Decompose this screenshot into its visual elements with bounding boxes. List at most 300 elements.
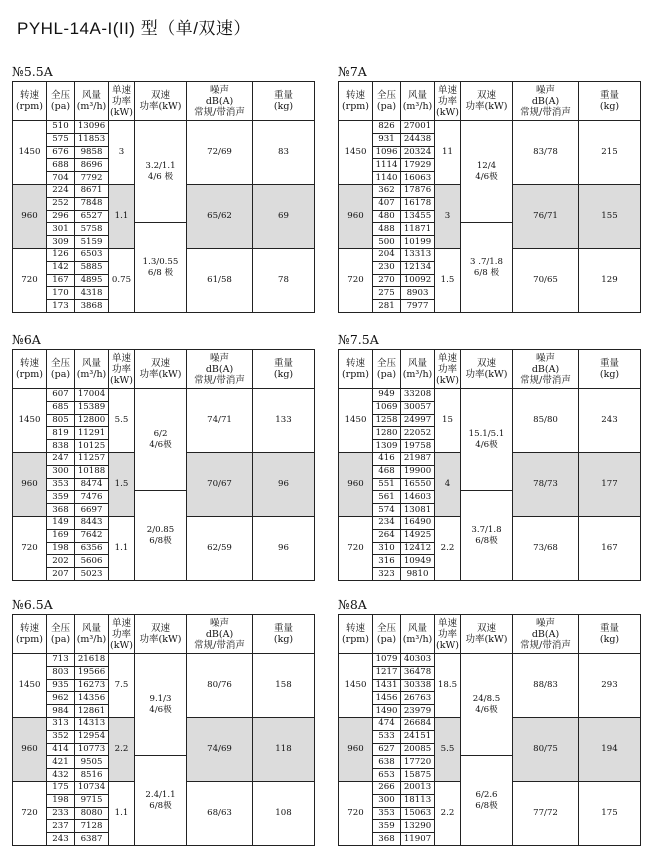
weight-cell: 215	[579, 121, 641, 185]
airflow-cell: 36478	[401, 666, 435, 679]
column-header-single-power: 单速 功率 (kW)	[435, 615, 461, 654]
pressure-cell: 169	[47, 529, 75, 542]
table-row	[339, 121, 641, 134]
pressure-cell: 233	[47, 807, 75, 820]
pressure-cell: 266	[373, 781, 401, 794]
airflow-cell: 10188	[75, 465, 109, 478]
pressure-cell: 142	[47, 261, 75, 274]
model-name: №6A	[12, 332, 41, 347]
column-header-single-power: 单速 功率 (kW)	[109, 615, 135, 654]
speed-cell: 1450	[13, 121, 47, 185]
airflow-cell: 9858	[75, 146, 109, 159]
speed-cell: 1450	[339, 654, 373, 718]
noise-cell: 80/76	[187, 654, 253, 718]
speed-cell: 1450	[339, 121, 373, 185]
airflow-cell: 8516	[75, 769, 109, 782]
airflow-cell: 12412	[401, 542, 435, 555]
pressure-cell: 202	[47, 555, 75, 568]
spec-table	[12, 81, 315, 313]
table-row	[13, 121, 315, 134]
pressure-cell: 474	[373, 717, 401, 730]
header-row	[339, 350, 641, 389]
airflow-cell: 11853	[75, 133, 109, 146]
pressure-cell: 247	[47, 452, 75, 465]
pressure-cell: 931	[373, 133, 401, 146]
noise-cell: 70/67	[187, 452, 253, 516]
pressure-cell: 368	[47, 504, 75, 517]
single-power-cell: 3	[109, 121, 135, 185]
pressure-cell: 353	[373, 807, 401, 820]
noise-cell: 76/71	[513, 184, 579, 248]
airflow-cell: 11291	[75, 427, 109, 440]
noise-cell: 83/78	[513, 121, 579, 185]
airflow-cell: 7128	[75, 820, 109, 833]
column-header-airflow: 风量 (m³/h)	[75, 350, 109, 389]
weight-cell: 96	[253, 452, 315, 516]
pressure-cell: 676	[47, 146, 75, 159]
noise-cell: 78/73	[513, 452, 579, 516]
pressure-cell: 301	[47, 223, 75, 236]
airflow-cell: 7848	[75, 197, 109, 210]
pressure-cell: 575	[47, 133, 75, 146]
column-header-airflow: 风量 (m³/h)	[75, 615, 109, 654]
pressure-cell: 480	[373, 210, 401, 223]
airflow-cell: 4895	[75, 274, 109, 287]
pressure-cell: 1069	[373, 401, 401, 414]
pressure-cell: 1309	[373, 440, 401, 453]
pressure-cell: 510	[47, 121, 75, 134]
column-header-dual-power: 双速 功率(kW)	[461, 615, 513, 654]
table-row	[339, 654, 641, 667]
model-block	[338, 597, 641, 846]
model-name: №7A	[338, 64, 367, 79]
airflow-cell: 17929	[401, 159, 435, 172]
airflow-cell: 6356	[75, 542, 109, 555]
pressure-cell: 316	[373, 555, 401, 568]
speed-cell: 960	[339, 717, 373, 781]
airflow-cell: 16490	[401, 516, 435, 529]
dual-power-cell: 2/0.85 6/8极	[135, 491, 187, 581]
column-header-single-power: 单速 功率 (kW)	[435, 350, 461, 389]
airflow-cell: 6527	[75, 210, 109, 223]
weight-cell: 177	[579, 452, 641, 516]
pressure-cell: 838	[47, 440, 75, 453]
airflow-cell: 10125	[75, 440, 109, 453]
airflow-cell: 19566	[75, 666, 109, 679]
airflow-cell: 9715	[75, 794, 109, 807]
speed-cell: 960	[339, 184, 373, 248]
model-name: №7.5A	[338, 332, 379, 347]
header-row	[13, 350, 315, 389]
airflow-cell: 5885	[75, 261, 109, 274]
column-header-airflow: 风量 (m³/h)	[75, 82, 109, 121]
airflow-cell: 11907	[401, 833, 435, 846]
speed-cell: 960	[13, 717, 47, 781]
airflow-cell: 17876	[401, 184, 435, 197]
spec-table	[338, 81, 641, 313]
single-power-cell: 4	[435, 452, 461, 516]
noise-cell: 80/75	[513, 717, 579, 781]
airflow-cell: 40303	[401, 654, 435, 667]
spec-table	[338, 349, 641, 581]
airflow-cell: 8903	[401, 287, 435, 300]
model-block	[12, 332, 315, 581]
airflow-cell: 10734	[75, 781, 109, 794]
dual-power-cell: 24/8.5 4/6极	[461, 654, 513, 756]
dual-power-cell: 6/2.6 6/8极	[461, 756, 513, 846]
airflow-cell: 26763	[401, 692, 435, 705]
pressure-cell: 368	[373, 833, 401, 846]
spec-table	[12, 614, 315, 846]
pressure-cell: 416	[373, 452, 401, 465]
airflow-cell: 12134	[401, 261, 435, 274]
column-header-single-power: 单速 功率 (kW)	[109, 350, 135, 389]
model-block	[338, 332, 641, 581]
weight-cell: 118	[253, 717, 315, 781]
airflow-cell: 16550	[401, 478, 435, 491]
pressure-cell: 313	[47, 717, 75, 730]
airflow-cell: 13313	[401, 248, 435, 261]
airflow-cell: 20013	[401, 781, 435, 794]
pressure-cell: 533	[373, 730, 401, 743]
weight-cell: 96	[253, 516, 315, 580]
airflow-cell: 3868	[75, 300, 109, 313]
page-title: PYHL-14A-I(II) 型（单/双速）	[17, 19, 251, 38]
single-power-cell: 1.1	[109, 516, 135, 580]
dual-power-cell: 3 .7/1.8 6/8 极	[461, 223, 513, 313]
pressure-cell: 962	[47, 692, 75, 705]
airflow-cell: 6503	[75, 248, 109, 261]
airflow-cell: 24438	[401, 133, 435, 146]
weight-cell: 167	[579, 516, 641, 580]
pressure-cell: 310	[373, 542, 401, 555]
airflow-cell: 10773	[75, 743, 109, 756]
airflow-cell: 20085	[401, 743, 435, 756]
pressure-cell: 309	[47, 236, 75, 249]
pressure-cell: 551	[373, 478, 401, 491]
column-header-noise: 噪声 dB(A) 常规/带消声	[513, 82, 579, 121]
column-header-speed: 转速 (rpm)	[13, 350, 47, 389]
model-block	[12, 597, 315, 846]
airflow-cell: 16178	[401, 197, 435, 210]
column-header-noise: 噪声 dB(A) 常规/带消声	[513, 615, 579, 654]
table-row	[13, 389, 315, 402]
pressure-cell: 204	[373, 248, 401, 261]
dual-power-cell: 15.1/5.1 4/6极	[461, 389, 513, 491]
single-power-cell: 3	[435, 184, 461, 248]
noise-cell: 74/69	[187, 717, 253, 781]
column-header-noise: 噪声 dB(A) 常规/带消声	[187, 615, 253, 654]
column-header-pressure: 全压 (pa)	[373, 82, 401, 121]
airflow-cell: 9810	[401, 568, 435, 581]
pressure-cell: 407	[373, 197, 401, 210]
airflow-cell: 8696	[75, 159, 109, 172]
airflow-cell: 16063	[401, 172, 435, 185]
pressure-cell: 826	[373, 121, 401, 134]
column-header-weight: 重量 (kg)	[253, 82, 315, 121]
pressure-cell: 574	[373, 504, 401, 517]
pressure-cell: 230	[373, 261, 401, 274]
speed-cell: 720	[339, 781, 373, 845]
pressure-cell: 198	[47, 542, 75, 555]
pressure-cell: 805	[47, 414, 75, 427]
pressure-cell: 224	[47, 184, 75, 197]
pressure-cell: 173	[47, 300, 75, 313]
airflow-cell: 14925	[401, 529, 435, 542]
airflow-cell: 30338	[401, 679, 435, 692]
pressure-cell: 432	[47, 769, 75, 782]
pressure-cell: 561	[373, 491, 401, 504]
column-header-weight: 重量 (kg)	[253, 615, 315, 654]
pressure-cell: 1280	[373, 427, 401, 440]
model-block	[12, 64, 315, 313]
weight-cell: 69	[253, 184, 315, 248]
airflow-cell: 10092	[401, 274, 435, 287]
pressure-cell: 414	[47, 743, 75, 756]
weight-cell: 133	[253, 389, 315, 453]
pressure-cell: 207	[47, 568, 75, 581]
column-header-airflow: 风量 (m³/h)	[401, 350, 435, 389]
pressure-cell: 713	[47, 654, 75, 667]
airflow-cell: 10949	[401, 555, 435, 568]
pressure-cell: 198	[47, 794, 75, 807]
table-row	[339, 389, 641, 402]
single-power-cell: 2.2	[435, 516, 461, 580]
pressure-cell: 264	[373, 529, 401, 542]
pressure-cell: 1431	[373, 679, 401, 692]
pressure-cell: 362	[373, 184, 401, 197]
pressure-cell: 300	[47, 465, 75, 478]
column-header-dual-power: 双速 功率(kW)	[135, 82, 187, 121]
pressure-cell: 468	[373, 465, 401, 478]
airflow-cell: 12861	[75, 705, 109, 718]
airflow-cell: 7792	[75, 172, 109, 185]
weight-cell: 83	[253, 121, 315, 185]
pressure-cell: 688	[47, 159, 75, 172]
airflow-cell: 12954	[75, 730, 109, 743]
speed-cell: 720	[13, 516, 47, 580]
column-header-speed: 转速 (rpm)	[339, 82, 373, 121]
pressure-cell: 935	[47, 679, 75, 692]
header-row	[339, 615, 641, 654]
airflow-cell: 22052	[401, 427, 435, 440]
speed-cell: 960	[339, 452, 373, 516]
airflow-cell: 7977	[401, 300, 435, 313]
column-header-speed: 转速 (rpm)	[13, 82, 47, 121]
airflow-cell: 13096	[75, 121, 109, 134]
single-power-cell: 15	[435, 389, 461, 453]
airflow-cell: 8080	[75, 807, 109, 820]
airflow-cell: 18113	[401, 794, 435, 807]
airflow-cell: 8474	[75, 478, 109, 491]
table-row	[13, 654, 315, 667]
single-power-cell: 5.5	[109, 389, 135, 453]
noise-cell: 73/68	[513, 516, 579, 580]
single-power-cell: 1.5	[109, 452, 135, 516]
pressure-cell: 421	[47, 756, 75, 769]
airflow-cell: 20324	[401, 146, 435, 159]
pressure-cell: 607	[47, 389, 75, 402]
column-header-speed: 转速 (rpm)	[339, 615, 373, 654]
airflow-cell: 10199	[401, 236, 435, 249]
pressure-cell: 352	[47, 730, 75, 743]
weight-cell: 108	[253, 781, 315, 845]
weight-cell: 194	[579, 717, 641, 781]
noise-cell: 65/62	[187, 184, 253, 248]
pressure-cell: 1096	[373, 146, 401, 159]
noise-cell: 70/65	[513, 248, 579, 312]
airflow-cell: 11871	[401, 223, 435, 236]
airflow-cell: 15875	[401, 769, 435, 782]
pressure-cell: 704	[47, 172, 75, 185]
pressure-cell: 685	[47, 401, 75, 414]
airflow-cell: 5159	[75, 236, 109, 249]
pressure-cell: 359	[373, 820, 401, 833]
pressure-cell: 323	[373, 568, 401, 581]
column-header-speed: 转速 (rpm)	[13, 615, 47, 654]
pressure-cell: 638	[373, 756, 401, 769]
column-header-pressure: 全压 (pa)	[47, 350, 75, 389]
airflow-cell: 8671	[75, 184, 109, 197]
pressure-cell: 949	[373, 389, 401, 402]
noise-cell: 77/72	[513, 781, 579, 845]
airflow-cell: 27001	[401, 121, 435, 134]
pressure-cell: 175	[47, 781, 75, 794]
dual-power-cell: 6/2 4/6极	[135, 389, 187, 491]
airflow-cell: 19900	[401, 465, 435, 478]
header-row	[13, 615, 315, 654]
single-power-cell: 5.5	[435, 717, 461, 781]
column-header-airflow: 风量 (m³/h)	[401, 82, 435, 121]
noise-cell: 85/80	[513, 389, 579, 453]
airflow-cell: 14356	[75, 692, 109, 705]
pressure-cell: 296	[47, 210, 75, 223]
airflow-cell: 6697	[75, 504, 109, 517]
column-header-weight: 重量 (kg)	[579, 82, 641, 121]
column-header-noise: 噪声 dB(A) 常规/带消声	[187, 82, 253, 121]
single-power-cell: 0.75	[109, 248, 135, 312]
pressure-cell: 653	[373, 769, 401, 782]
single-power-cell: 18.5	[435, 654, 461, 718]
weight-cell: 158	[253, 654, 315, 718]
airflow-cell: 8443	[75, 516, 109, 529]
speed-cell: 720	[13, 248, 47, 312]
speed-cell: 720	[339, 248, 373, 312]
pressure-cell: 1140	[373, 172, 401, 185]
noise-cell: 68/63	[187, 781, 253, 845]
airflow-cell: 13081	[401, 504, 435, 517]
airflow-cell: 21618	[75, 654, 109, 667]
speed-cell: 960	[13, 184, 47, 248]
pressure-cell: 984	[47, 705, 75, 718]
pressure-cell: 1258	[373, 414, 401, 427]
dual-power-cell: 12/4 4/6极	[461, 121, 513, 223]
pressure-cell: 167	[47, 274, 75, 287]
dual-power-cell: 1.3/0.55 6/8 极	[135, 223, 187, 313]
spec-table	[12, 349, 315, 581]
dual-power-cell: 3.2/1.1 4/6 极	[135, 121, 187, 223]
pressure-cell: 252	[47, 197, 75, 210]
single-power-cell: 2.2	[435, 781, 461, 845]
airflow-cell: 16273	[75, 679, 109, 692]
column-header-noise: 噪声 dB(A) 常规/带消声	[187, 350, 253, 389]
airflow-cell: 9505	[75, 756, 109, 769]
speed-cell: 720	[339, 516, 373, 580]
weight-cell: 243	[579, 389, 641, 453]
airflow-cell: 15389	[75, 401, 109, 414]
airflow-cell: 6387	[75, 833, 109, 846]
header-row	[339, 82, 641, 121]
airflow-cell: 13455	[401, 210, 435, 223]
pressure-cell: 803	[47, 666, 75, 679]
speed-cell: 960	[13, 452, 47, 516]
pressure-cell: 281	[373, 300, 401, 313]
airflow-cell: 7642	[75, 529, 109, 542]
speed-cell: 1450	[13, 654, 47, 718]
single-power-cell: 1.5	[435, 248, 461, 312]
airflow-cell: 21987	[401, 452, 435, 465]
column-header-single-power: 单速 功率 (kW)	[435, 82, 461, 121]
pressure-cell: 234	[373, 516, 401, 529]
model-name: №5.5A	[12, 64, 53, 79]
noise-cell: 61/58	[187, 248, 253, 312]
noise-cell: 62/59	[187, 516, 253, 580]
pressure-cell: 170	[47, 287, 75, 300]
airflow-cell: 15063	[401, 807, 435, 820]
single-power-cell: 1.1	[109, 184, 135, 248]
airflow-cell: 14313	[75, 717, 109, 730]
airflow-cell: 5023	[75, 568, 109, 581]
airflow-cell: 5758	[75, 223, 109, 236]
airflow-cell: 13290	[401, 820, 435, 833]
single-power-cell: 1.1	[109, 781, 135, 845]
airflow-cell: 26684	[401, 717, 435, 730]
noise-cell: 88/83	[513, 654, 579, 718]
model-name: №8A	[338, 597, 367, 612]
pressure-cell: 627	[373, 743, 401, 756]
column-header-pressure: 全压 (pa)	[47, 82, 75, 121]
airflow-cell: 33208	[401, 389, 435, 402]
spec-table	[338, 614, 641, 846]
airflow-cell: 19758	[401, 440, 435, 453]
pressure-cell: 300	[373, 794, 401, 807]
airflow-cell: 4318	[75, 287, 109, 300]
pressure-cell: 1217	[373, 666, 401, 679]
weight-cell: 78	[253, 248, 315, 312]
pressure-cell: 149	[47, 516, 75, 529]
noise-cell: 72/69	[187, 121, 253, 185]
airflow-cell: 11257	[75, 452, 109, 465]
pressure-cell: 1456	[373, 692, 401, 705]
weight-cell: 175	[579, 781, 641, 845]
pressure-cell: 1490	[373, 705, 401, 718]
pressure-cell: 275	[373, 287, 401, 300]
column-header-noise: 噪声 dB(A) 常规/带消声	[513, 350, 579, 389]
pressure-cell: 1079	[373, 654, 401, 667]
noise-cell: 74/71	[187, 389, 253, 453]
model-block	[338, 64, 641, 313]
pressure-cell: 270	[373, 274, 401, 287]
weight-cell: 293	[579, 654, 641, 718]
speed-cell: 1450	[339, 389, 373, 453]
column-header-single-power: 单速 功率 (kW)	[109, 82, 135, 121]
pressure-cell: 819	[47, 427, 75, 440]
airflow-cell: 7476	[75, 491, 109, 504]
single-power-cell: 7.5	[109, 654, 135, 718]
airflow-cell: 14603	[401, 491, 435, 504]
airflow-cell: 23979	[401, 705, 435, 718]
airflow-cell: 17720	[401, 756, 435, 769]
